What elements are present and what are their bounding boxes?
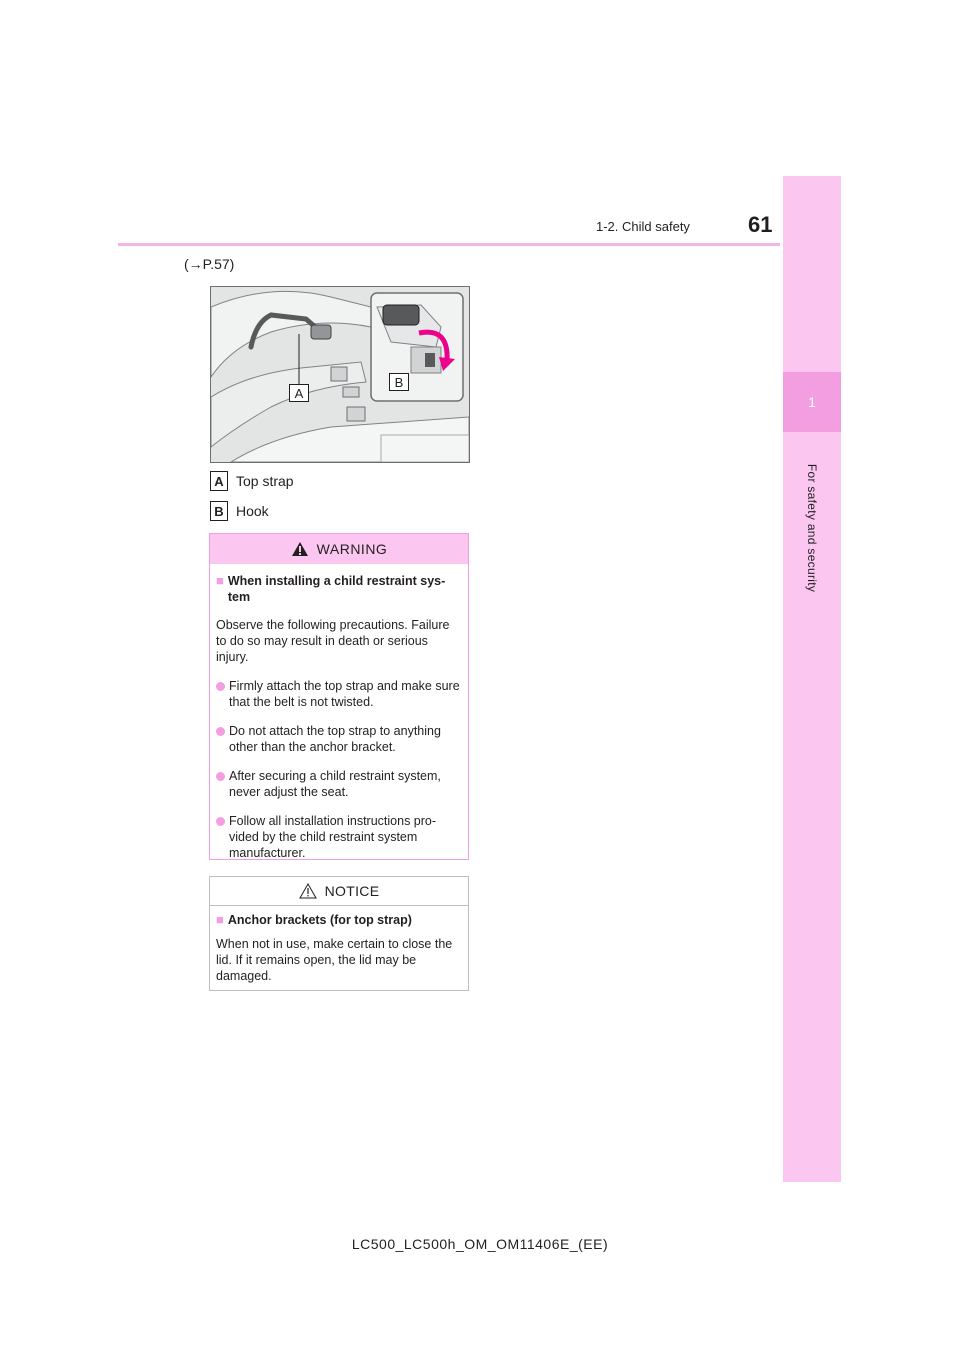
label-letter-a: A — [210, 471, 228, 491]
document-code: LC500_LC500h_OM_OM11406E_(EE) — [351, 1236, 609, 1252]
seat-drawing — [211, 287, 469, 462]
warning-intro: Observe the following precautions. Failure to do so may result in death or serious injury. — [216, 618, 450, 664]
top-strap-illustration — [210, 286, 470, 463]
callout-b: B — [389, 373, 409, 391]
warning-bullet — [216, 813, 462, 861]
warning-box — [209, 533, 469, 860]
chapter-title: For safety and security — [805, 463, 819, 593]
notice-text: When not in use, make certain to close the lid. If it remains open, the lid may be damaged. — [216, 937, 453, 983]
page-number: 61 — [748, 212, 773, 237]
notice-title: NOTICE — [324, 883, 380, 899]
notice-box — [209, 876, 469, 991]
section-title: 1-2. Child safety — [596, 219, 690, 234]
label-text-b: Hook — [236, 503, 269, 519]
callout-a: A — [289, 384, 309, 402]
side-tab — [783, 176, 841, 1182]
square-bullet-icon: ■ — [216, 573, 224, 588]
warning-bullet — [216, 768, 462, 800]
square-bullet-icon: ■ — [216, 912, 224, 927]
warning-bullet-text: Firmly attach the top strap and make sure that the belt is not twisted. — [229, 679, 460, 709]
header-rule — [118, 243, 780, 246]
warning-bullet — [216, 678, 462, 710]
warning-title: WARNING — [316, 541, 388, 557]
label-letter-b: B — [210, 501, 228, 521]
warning-bullet-text: After securing a child restraint system, never adjust the seat. — [229, 769, 441, 799]
page-reference: (→P.57) — [184, 256, 235, 272]
notice-triangle-icon — [299, 883, 317, 899]
warning-header — [210, 534, 468, 564]
warning-triangle-icon — [291, 541, 309, 557]
notice-header — [210, 877, 468, 906]
label-row-b — [210, 501, 269, 521]
warning-bullet-text: Follow all installation instructions pro-vided by the child restraint system manufacturer. — [229, 814, 437, 860]
dot-bullet-icon — [216, 772, 225, 781]
chapter-number: 1 — [808, 394, 816, 410]
notice-subheading: Anchor brackets (for top strap) — [227, 913, 412, 927]
warning-bullet-text: Do not attach the top strap to anything other than the anchor bracket. — [229, 724, 441, 754]
dot-bullet-icon — [216, 727, 225, 736]
label-row-a — [210, 471, 294, 491]
warning-bullet — [216, 723, 462, 755]
dot-bullet-icon — [216, 817, 225, 826]
label-text-a: Top strap — [236, 473, 294, 489]
warning-subheading: When installing a child restraint sys-tem — [227, 574, 446, 604]
dot-bullet-icon — [216, 682, 225, 691]
